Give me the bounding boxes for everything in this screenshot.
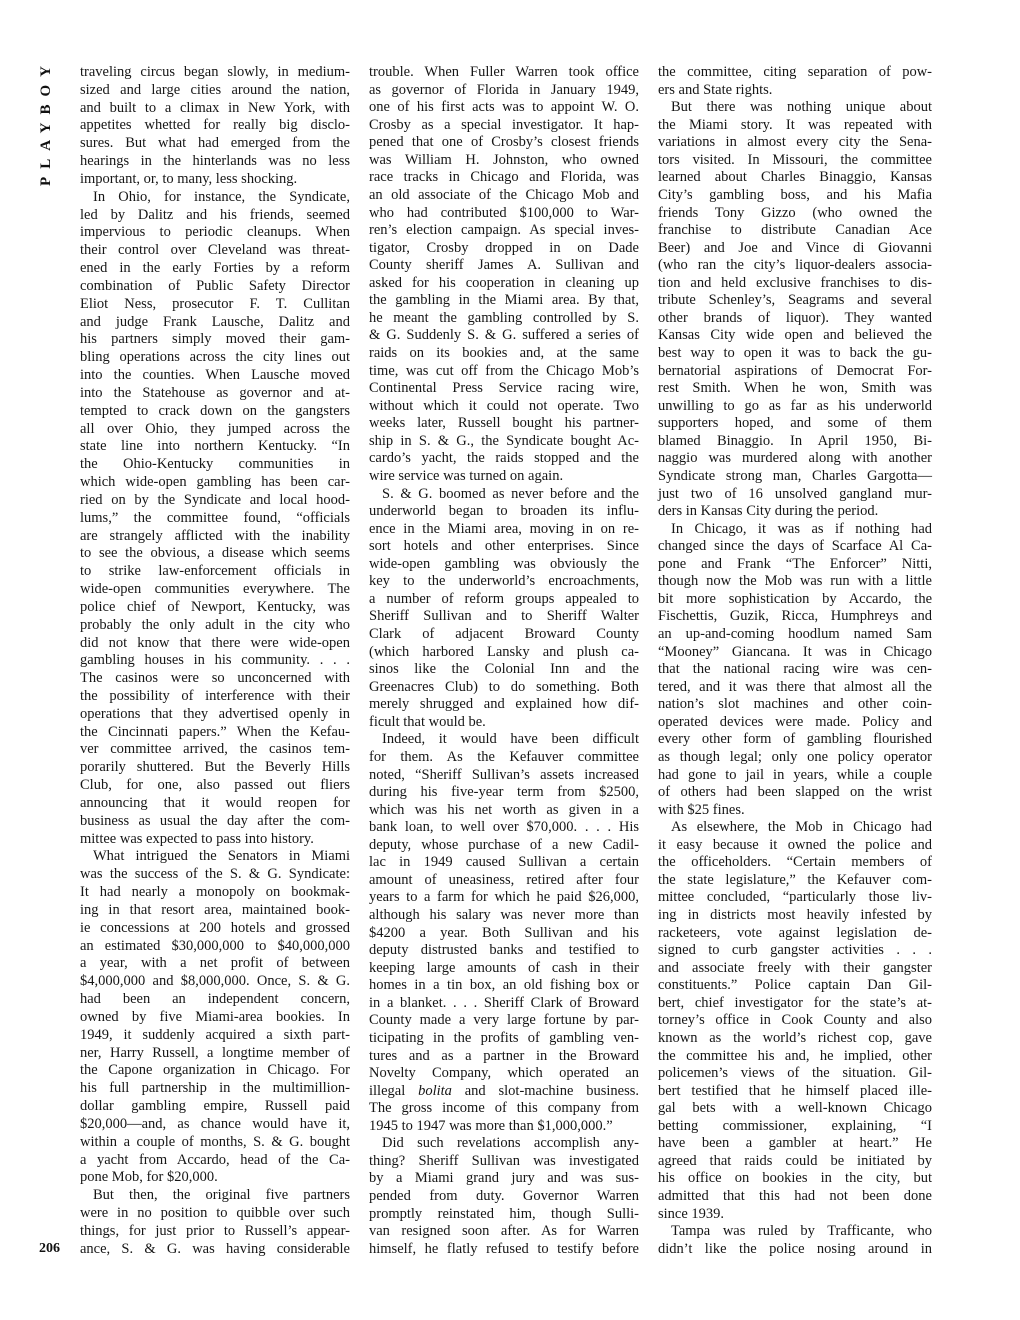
italic-term: bolita <box>418 1082 452 1099</box>
text-line: appetites whetted for really big disclo- <box>80 117 350 134</box>
text-line: in a blanket. . . . Sheriff Clark of Broward <box>369 994 639 1011</box>
text-line: traveling circus began slowly, in medium- <box>80 64 350 80</box>
text-line: all over Ohio, they jumped across the <box>80 420 350 437</box>
text-line: deputy distrusted banks and testified to <box>369 942 639 959</box>
text-line: the Capone organization in Chicago. For <box>80 1062 350 1079</box>
text-line: the Miami story. It was repeated with <box>658 116 932 133</box>
text-line: gal bets with a well-known Chicago <box>658 1100 932 1117</box>
paragraph <box>658 64 932 99</box>
text-line: ticipating in the profits of gambling ven- <box>369 1029 639 1046</box>
text-line: combination of Public Safety Director <box>80 277 350 294</box>
text-line: As elsewhere, the Mob in Chicago had <box>671 819 932 836</box>
text-line: ers and State rights. <box>658 81 773 98</box>
text-line: ence in the Miami area, moving in on re- <box>369 520 639 537</box>
text-line: S. & G. boomed as never before and the <box>382 485 639 502</box>
text-line: although his salary was never more than <box>369 907 639 923</box>
text-line: Tampa was ruled by Trafficante, who <box>671 1223 932 1240</box>
text-line: ren’s election campaign. As special inves- <box>369 222 639 239</box>
text-line: race tracks in Chicago and Florida, was <box>369 169 639 186</box>
text-line: years to a farm for which he paid $26,000, <box>369 889 639 906</box>
text-line: an up-and-coming hoodlum named Sam <box>658 626 932 642</box>
text-line: his partners simply moved their gam- <box>80 331 350 348</box>
text-line: Greenacres Club) to do something. Both <box>369 678 639 695</box>
text-line: lac in 1949 caused Sullivan a certain <box>369 854 639 871</box>
text-line: bert testified that he himself placed ille- <box>658 1082 932 1099</box>
text-line: an old associate of the Chicago Mob and <box>369 186 639 203</box>
text-line: trouble. When Fuller Warren took office <box>369 64 639 80</box>
text-line: things, for just prior to Russell’s appear- <box>80 1222 350 1239</box>
text-line: wide-open communities everywhere. The <box>80 581 350 598</box>
text-line: It had nearly a monopoly on bookmak- <box>80 884 350 901</box>
text-line: himself, he flatly refused to testify before <box>369 1240 639 1257</box>
text-line: deputy, whose purchase of a new Cadil- <box>369 836 639 853</box>
text-line: Eliot Ness, prosecutor F. T. Cullitan <box>80 295 350 312</box>
text-line: the possibility of interference with their <box>80 687 350 704</box>
text-line: (which harbored Lansky and plush ca- <box>369 643 639 660</box>
text-line: lums,” the committee found, “officials <box>80 509 350 526</box>
page-number: 206 <box>39 1241 60 1256</box>
text-line: In Ohio, for instance, the Syndicate, <box>93 188 350 205</box>
text-line: who had contributed $100,000 to War- <box>369 204 639 221</box>
text-line: Sheriff Sullivan and to Sheriff Walter <box>369 608 639 625</box>
text-line: unwilling to go as far as his underworld <box>658 397 932 414</box>
text-line: the Cincinnati papers.” When the Kefau- <box>80 723 350 740</box>
text-line: changed since the days of Scarface Al Ca- <box>658 538 932 555</box>
text-line: tures and as a partner in the Broward <box>369 1047 639 1064</box>
text-line: hearings in the hinterlands was no less <box>80 153 350 170</box>
text-line: County sheriff James A. Sullivan and <box>369 257 639 274</box>
text-line: promptly reinstated him, though Sulli- <box>369 1205 639 1222</box>
text-line: during his five-year term from $2500, <box>369 784 639 801</box>
text-line: raids on its bookies and, at the same <box>369 345 639 361</box>
text-line: cardo’s yacht, the raids stopped and the <box>369 450 639 467</box>
text-line: ner, Harry Russell, a longtime member of <box>80 1044 350 1061</box>
text-line: into the Statehouse as governor and at- <box>80 384 350 401</box>
text-line: other brands of liquor). They wanted <box>658 309 932 326</box>
text-line: learned about Charles Binaggio, Kansas <box>658 169 932 186</box>
text-line: a year, with a net profit of between <box>80 955 350 972</box>
text-line: of others had been slapped on the wrist <box>658 784 932 801</box>
text-line: within a couple of months, S. & G. bought <box>80 1133 350 1150</box>
text-line: police chief of Newport, Kentucky, was <box>80 598 350 615</box>
text-line: Clark of adjacent Broward County <box>369 626 639 642</box>
paragraph <box>80 64 350 189</box>
text-line: and associate freely with their gangster <box>658 959 932 976</box>
text-line: their control over Cleveland was threat- <box>80 242 350 259</box>
text-line: sort hotels and other enterprises. Since <box>369 538 639 555</box>
text-line: to see the obvious, a disease which seems <box>80 545 350 562</box>
text-line: asked for his cooperation in cleaning up <box>369 274 639 291</box>
text-line: probably the only adult in the city who <box>80 616 350 633</box>
text-line: supporters hoped, and some of them <box>658 415 932 432</box>
text-line: known as the world’s richest cop, gave <box>658 1029 932 1046</box>
text-line: his office on bookies in the city, but <box>658 1170 932 1187</box>
text-line: every other form of gambling flourished <box>658 731 932 748</box>
text-line: ficult that would be. <box>369 713 486 730</box>
paragraph <box>80 1187 350 1258</box>
text-line: blamed Binaggio. In April 1950, Bi- <box>658 432 932 449</box>
article-column-3 <box>658 64 932 1258</box>
text-line: for them. As the Kefauver committee <box>369 748 639 765</box>
text-line: dollar gambling empire, Russell paid <box>80 1098 350 1115</box>
text-line: naggio was murdered along with another <box>658 450 932 467</box>
text-line: one of his first acts was to appoint W. O. <box>369 99 639 116</box>
text-line: the officeholders. “Certain members of <box>658 854 932 871</box>
text-line: key to the underworld’s encroachments, <box>369 573 639 590</box>
text-line: mittee concluded, “particularly those liv- <box>658 889 932 906</box>
text-line: City’s gambling boss, and his Mafia <box>658 186 932 203</box>
text-line: had been an independent concern, <box>80 991 350 1008</box>
text-line: impervious to periodic cleanups. When <box>80 224 350 241</box>
text-line: Club, for one, also passed out fliers <box>80 777 350 794</box>
text-line: The gross income of this company from <box>369 1100 639 1117</box>
text-line: County made a very large fortune by par- <box>369 1012 639 1029</box>
paragraph <box>369 486 639 732</box>
running-title: PLAYBOY <box>38 58 54 186</box>
text-line: 1945 to 1947 was more than $1,000,000.” <box>369 1117 613 1134</box>
text-line: since 1939. <box>658 1205 725 1222</box>
text-line: thing? Sheriff Sullivan was investigated <box>369 1152 639 1169</box>
text-line <box>369 1083 639 1101</box>
article-column-1 <box>80 64 350 1258</box>
paragraph <box>80 848 350 1187</box>
text-line: was the success of the S. & G. Syndicate: <box>80 866 350 883</box>
text-line: admitted that this had not been done <box>658 1188 932 1204</box>
text-line: mittee was expected to pass into history. <box>80 830 314 847</box>
text-line: Crosby as a special investigator. It hap- <box>369 116 639 133</box>
text-line: bit more sophistication by Accardo, the <box>658 590 932 607</box>
article-column-2 <box>369 64 639 1258</box>
text-line: were in no position to quibble over such <box>80 1205 350 1221</box>
text-line: and built to a climax in New York, with <box>80 99 350 116</box>
text-line: In Chicago, it was as if nothing had <box>671 520 932 537</box>
text-line: tempted to crack down on the gangsters <box>80 402 350 419</box>
text-line: and judge Frank Lausche, Dalitz and <box>80 313 350 330</box>
text-line: Continental Press Service racing wire, <box>369 380 639 397</box>
text-line: bert, chief investigator for the state’s at- <box>658 994 932 1011</box>
text-line: sinos like the Colonial Inn and the <box>369 661 639 678</box>
text-line: ened in the early Forties by a reform <box>80 260 350 277</box>
text-line: Kansas City wide open and believed the <box>658 327 932 344</box>
text-line: Indeed, it would have been difficult <box>382 731 639 748</box>
text-line: ship in S. & G., the Syndicate bought Ac- <box>369 432 639 449</box>
paragraph <box>369 64 639 486</box>
text-line: pone and Frank “The Enforcer” Nitti, <box>658 555 932 572</box>
text-line: What intrigued the Senators in Miami <box>93 848 350 865</box>
text-line: ie concessions at 200 hotels and grossed <box>80 919 350 936</box>
text-line: was William H. Johnston, who owned <box>369 151 639 168</box>
text-line: owned by five Miami-area bookies. In <box>80 1008 350 1025</box>
text-line: merely shrugged and explained how dif- <box>369 696 639 713</box>
paragraph <box>80 189 350 849</box>
text-line: ance, S. & G. was having considerable <box>80 1240 350 1257</box>
text-run: and slot-machine business. <box>451 1082 639 1099</box>
text-line: led by Dalitz and his friends, seemed <box>80 206 350 223</box>
text-line: tion and held exclusive franchises to dis- <box>658 274 932 291</box>
text-line: are strangely afflicted with the inability <box>80 527 350 544</box>
text-line: announcing that it would reopen for <box>80 794 350 811</box>
text-line: pended from duty. Governor Warren <box>369 1188 639 1204</box>
text-line: tribute Schenley’s, Seagrams and several <box>658 292 932 309</box>
paragraph <box>658 1223 932 1258</box>
text-line: Fischettis, Guzik, Ricca, Humphreys and <box>658 608 932 625</box>
text-line: the committee his and, he implied, other <box>658 1047 932 1064</box>
text-line: amount of uneasiness, retired after four <box>369 871 639 888</box>
text-line: the Ohio-Kentucky communities in <box>80 456 350 473</box>
text-line: that the national racing wire was cen- <box>658 661 932 678</box>
text-line: bank loan, to well over $70,000. . . . His <box>369 819 639 836</box>
text-line: an estimated $30,000,000 to $40,000,000 <box>80 937 350 954</box>
text-line: $20,000—and, as chance would have it, <box>80 1115 350 1132</box>
text-run: illegal <box>369 1082 419 1099</box>
text-line: agreed that raids could be initiated by <box>658 1152 932 1169</box>
text-line: $4200 a year. Both Sullivan and his <box>369 924 639 941</box>
text-line: did not know that there were wide-open <box>80 634 350 651</box>
text-line: the committee, citing separation of pow- <box>658 64 932 80</box>
text-line: But then, the original five partners <box>93 1187 350 1204</box>
text-line: constituents.” Police captain Dan Gil- <box>658 977 932 994</box>
text-line: ders in Kansas City during the period. <box>658 503 879 520</box>
text-line: Novelty Company, which operated an <box>369 1065 639 1082</box>
text-line: underworld began to broaden its influ- <box>369 503 639 520</box>
text-line: though now the Mob was run with a little <box>658 573 932 590</box>
text-line: operated devices were made. Policy and <box>658 713 932 730</box>
text-line: ing in that resort area, maintained book- <box>80 901 350 918</box>
text-line: 1949, it suddenly acquired a sixth part- <box>80 1026 350 1043</box>
text-line: “Mooney” Giancana. It was in Chicago <box>658 643 932 660</box>
text-line: into the counties. When Lausche moved <box>80 367 350 384</box>
text-line: to strike law-enforcement officials in <box>80 563 350 580</box>
text-line: he meant the gambling controlled by S. <box>369 309 639 326</box>
paragraph <box>658 521 932 820</box>
paragraph <box>658 819 932 1223</box>
text-line: Beer) and Joe and Vince di Giovanni <box>658 239 932 256</box>
text-line: didn’t like the police nosing around in <box>658 1240 932 1257</box>
text-line: ver committee arrived, the casinos tem- <box>80 741 350 758</box>
paragraph <box>658 99 932 521</box>
text-line: as governor of Florida in January 1949, <box>369 81 639 98</box>
text-line: ing in districts most heavily infested by <box>658 907 932 923</box>
text-line: business as usual the day after the com- <box>80 812 350 829</box>
text-line: Did such revelations accomplish any- <box>382 1135 639 1152</box>
text-line: franchise to distribute Canadian Ace <box>658 222 932 239</box>
text-line: it easy because it owned the police and <box>658 836 932 853</box>
text-line: The casinos were so unconcerned with <box>80 670 350 687</box>
text-line: $4,000,000 and $8,000,000. Once, S. & G. <box>80 973 350 990</box>
text-line: sized and large cities around the nation, <box>80 81 350 98</box>
text-line: time, was cut off from the Chicago Mob’s <box>369 362 639 379</box>
text-line: a number of reform groups appealed to <box>369 590 639 607</box>
text-line: had gone to jail in years, while a couple <box>658 766 932 783</box>
text-line: tors visited. In Missouri, the committee <box>658 151 932 168</box>
paragraph <box>369 1135 639 1258</box>
text-line: ried on by the Syndicate and local hood- <box>80 491 350 508</box>
text-line: Syndicate strong man, Charles Gargotta— <box>658 467 932 484</box>
text-line: porarily shuttered. But the Beverly Hills <box>80 759 350 776</box>
text-line: the state legislature,” the Kefauver com- <box>658 871 932 888</box>
text-line: pone Mob, for $20,000. <box>80 1169 218 1186</box>
text-line: van resigned soon after. As for Warren <box>369 1223 639 1240</box>
text-line: & G. Suddenly S. & G. suffered a series of <box>369 327 639 344</box>
text-line: his full partnership in the multimillion- <box>80 1080 350 1097</box>
text-line: torney’s office in Cook County and also <box>658 1012 932 1029</box>
text-line: weeks later, Russell bought his partner- <box>369 415 639 432</box>
text-line: friends Tony Gizzo (who owned the <box>658 204 932 221</box>
text-line: which was his net worth as given in a <box>369 801 639 818</box>
text-line: pened that one of Crosby’s closest friends <box>369 134 639 151</box>
text-line: just two of 16 unsolved gangland mur- <box>658 485 932 502</box>
text-line: sures. But what had emerged from the <box>80 135 350 152</box>
text-line: policemen’s views of the situation. Gil- <box>658 1065 932 1082</box>
text-line: signed to curb gangster activities . . . <box>658 942 932 959</box>
text-line: (who ran the city’s liquor-dealers associa- <box>658 257 932 274</box>
text-line: nation’s slot machines and other coin- <box>658 696 932 713</box>
text-line: But there was nothing unique about <box>671 99 932 116</box>
text-line: best way to open it was to back the gu- <box>658 345 932 361</box>
text-line: rest Smith. When he won, Smith was <box>658 380 932 397</box>
text-line: the gambling in the Miami area. By that, <box>369 292 639 309</box>
text-line: a yacht from Accardo, head of the Ca- <box>80 1151 350 1168</box>
text-line: tigator, Crosby dropped in on Dade <box>369 239 639 256</box>
text-line: keeping large amounts of cash in their <box>369 959 639 976</box>
text-line: wire service was turned on again. <box>369 467 564 484</box>
text-line: important, or, to many, less shocking. <box>80 170 298 187</box>
paragraph <box>369 731 639 1135</box>
text-line: which wide-open gambling has been car- <box>80 474 350 491</box>
text-line: state line into northern Kentucky. “In <box>80 438 350 455</box>
text-line: homes in a tin box, an old fishing box or <box>369 977 639 994</box>
text-line: bling operations across the city lines out <box>80 349 350 366</box>
text-line: operations that they advertised openly in <box>80 705 350 722</box>
text-line: without which it could not operate. Two <box>369 397 639 414</box>
text-line: noted, “Sheriff Sullivan’s assets increased <box>369 766 639 783</box>
text-line: variations in almost every city the Sena- <box>658 134 932 151</box>
text-line: by a Miami grand jury and was sus- <box>369 1170 639 1187</box>
text-line: tered, and it was there that almost all the <box>658 678 932 695</box>
text-line: racketeers, vote against legislation de- <box>658 924 932 941</box>
text-line: wide-open gambling was obviously the <box>369 555 639 572</box>
text-line: as though legal; only one policy operator <box>658 748 932 765</box>
text-line: with $25 fines. <box>658 801 745 818</box>
text-line: bernatorial aspirations of Democrat For- <box>658 362 932 379</box>
text-line: have been a gambler at heart.” He <box>658 1135 932 1152</box>
text-line: betting commissioner, explaining, “I <box>658 1117 932 1134</box>
text-line: gambling houses in his community. . . . <box>80 652 350 669</box>
